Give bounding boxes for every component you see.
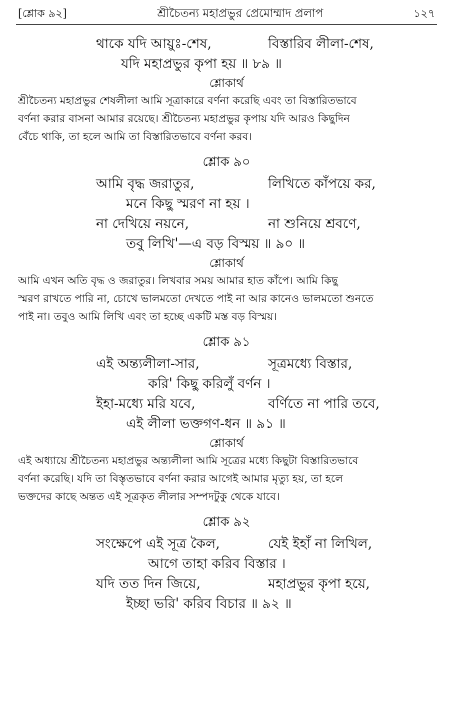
verse-89-line-2 [0,52,453,72]
purport-90-heading: শ্লোকার্থ [209,256,244,270]
verse-89-line-1 [0,32,453,52]
verse-91-line-3a: ইহা-মধ্যে মরি যবে, [96,396,196,412]
verse-89-line-2-text: যদি মহাপ্রভুর কৃপা হয় ॥ ৮৯ ॥ [121,56,282,72]
verse-91-line-1a: এই অন্ত্যলীলা-সার, [96,356,200,372]
verse-90-line-1b: লিখিতে কাঁপয়ে কর, [268,176,376,192]
purport-90-line-1: আমি এখন অতি বৃদ্ধ ও জরাতুর। লিখবার সময় আমার হাত কাঁপে। আমি কিছু [18,275,338,287]
verse-90-line-3 [0,212,453,232]
purport-89-line-2: বর্ণনা করার বাসনা আমার রয়েছে। শ্রীচৈতন্য মহাপ্রভুর কৃপায় যদি আরও কিছুদিন [18,113,350,125]
page-number: ১২৭ [413,7,435,20]
verse-90-line-4 [0,232,453,252]
verse-91-title: শ্লোক ৯১ [202,335,251,350]
verse-89-line-1b: বিস্তারিব লীলা-শেষ, [268,36,374,52]
verse-90-line-2-text: মনে কিছু স্মরণ না হয় । [126,196,250,212]
purport-91-line-3: ভক্তদের কাছে অন্তত এই সূত্রকৃত লীলার সম্পদটুকু থেকে যাবে। [18,491,280,503]
verse-92-line-3 [0,572,453,592]
verse-91-line-1b: সূত্রমধ্যে বিস্তার, [268,356,353,372]
verse-90-line-2 [0,192,453,212]
purport-90-line-3: পাই না। তবুও আমি লিখি এবং তা হচ্ছে একটি মস্ত বড় বিস্ময়। [18,311,278,323]
verse-90-line-4-text: তবু লিখি'—এ বড় বিস্ময় ॥ ৯০ ॥ [126,236,306,252]
purport-91-text [0,452,453,506]
verse-90-line-1 [0,172,453,192]
purport-89-heading: শ্লোকার্থ [209,76,244,90]
verse-92-line-3a: যদি তত দিন জিয়ে, [96,576,201,592]
header-divider [16,24,437,25]
verse-91-line-2-text: করি' কিছু করিলুঁ বর্ণন । [148,376,271,392]
verse-92-line-4 [0,592,453,612]
running-head [18,6,435,21]
verse-92-line-1a: সংক্ষেপে এই সূত্র কৈল, [96,536,220,552]
purport-89-text [0,92,453,146]
verse-90-line-1a: আমি বৃদ্ধ জরাতুর, [96,176,195,192]
purport-91-line-2: বর্ণনা করেছি। যদি তা বিস্তৃতভাবে বর্ণনা করার আগেই আমার মৃত্যু হয়, তা হলে [18,473,344,485]
chapter-verse-ref: [শ্লোক ৯২] [18,7,67,20]
purport-89-line-1: শ্রীচৈতন্য মহাপ্রভুর শেষলীলা আমি সূত্রাকারে বর্ণনা করেছি এবং তা বিস্তারিতভাবে [18,95,357,107]
purport-91-line-1: এই অধ্যায়ে শ্রীচৈতন্য মহাপ্রভুর অন্ত্যলীলা আমি সূত্রের মধ্যে কিছুটা বিস্তারিতভাবে [18,455,359,467]
book-title: শ্রীচৈতন্য মহাপ্রভুর প্রেমোম্মাদ প্রলাপ [157,6,324,20]
verse-91-line-3b: বর্ণিতে না পারি তবে, [268,396,380,412]
verse-90-line-3b: না শুনিয়ে শ্রবণে, [268,216,361,232]
verse-91-line-4 [0,412,453,432]
verse-92-line-2-text: আগে তাহা করিব বিস্তার । [148,556,286,572]
purport-91-heading: শ্লোকার্থ [209,436,244,450]
verse-90-line-3a: না দেখিয়ে নয়নে, [96,216,190,232]
verse-92-line-2 [0,552,453,572]
verse-90-title: শ্লোক ৯০ [202,155,251,170]
purport-90-line-2: স্মরণ রাখতে পারি না, চোখে ভালমতো দেখতে পাই না আর কানেও ভালমতো শুনতে [18,293,374,305]
verse-92-line-4-text: ইচ্ছা ভরি' করিব বিচার ॥ ৯২ ॥ [126,596,292,612]
verse-89-line-1a: থাকে যদি আয়ুঃ-শেষ, [96,36,212,52]
verse-91-line-3 [0,392,453,412]
purport-89-line-3: বেঁচে থাকি, তা হলে আমি তা বিস্তারিতভাবে বর্ণনা করব। [18,131,253,143]
verse-91-line-4-text: এই লীলা ভক্তগণ-ধন ॥ ৯১ ॥ [126,416,286,432]
verse-92-line-1b: যেই ইহাঁ না লিখিল, [268,536,373,552]
verse-92-line-3b: মহাপ্রভুর কৃপা হয়ে, [268,576,370,592]
purport-90-text [0,272,453,326]
verse-91-line-1 [0,352,453,372]
verse-92-title: শ্লোক ৯২ [202,515,251,530]
verse-91-line-2 [0,372,453,392]
page-body [0,32,453,612]
verse-92-line-1 [0,532,453,552]
